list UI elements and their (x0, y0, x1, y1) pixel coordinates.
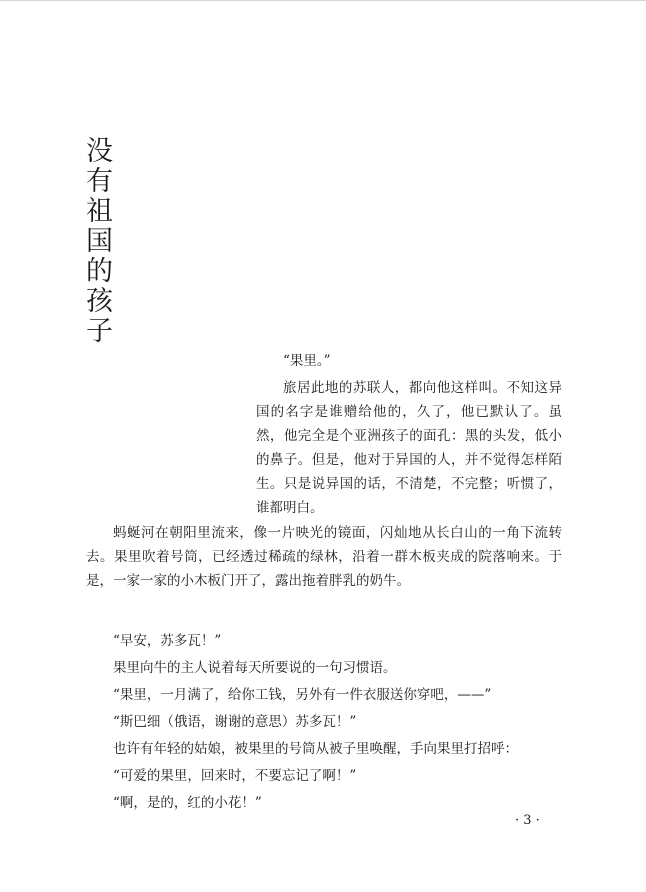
chapter-title-char: 的 (86, 256, 113, 287)
chapter-title-char: 子 (86, 316, 113, 347)
paragraph-5: 果里向牛的主人说着每天所要说的一句习惯语。 (113, 660, 397, 676)
chapter-title-char: 有 (86, 166, 113, 197)
chapter-title (86, 137, 126, 347)
chapter-title-char: 国 (86, 226, 113, 257)
paragraph-2: 旅居此地的苏联人，都向他这样叫。不知这异国的名字是谁赠给他的，久了，他已默认了。虽然，他完全是个亚洲孩子的面孔：黑的头发，低小的鼻子。但是，他对于异国的人，并不觉得怎样陌生。只是说异国的话，不清楚，不完整；听惯了，谁都明白。 (256, 380, 562, 516)
paragraph-10: “啊，是的，红的小花！” (113, 795, 262, 811)
chapter-title-char: 没 (86, 136, 113, 167)
page-number: · 3 · (515, 813, 540, 828)
chapter-title-char: 孩 (86, 286, 113, 317)
paragraph-4: “早安，苏多瓦！” (113, 633, 222, 649)
paragraph-3: 蚂蜒河在朝阳里流来，像一片映光的镜面，闪灿地从长白山的一角下流转去。果里吹着号筒，已经透过稀疏的绿林，沿着一群木板夹成的院落响来。于是，一家一家的小木板门开了，露出拖着胖乳的奶牛。 (86, 525, 562, 589)
paragraph-7: “斯巴细（俄语，谢谢的意思）苏多瓦！” (113, 714, 357, 730)
paragraph-6: “果里，一月满了，给你工钱，另外有一件衣服送你穿吧，——” (113, 687, 492, 703)
top-border-line (0, 0, 646, 1)
chapter-title-char: 祖 (86, 196, 113, 227)
paragraph-1: “果里。” (283, 353, 331, 369)
paragraph-9: “可爱的果里，回来时，不要忘记了啊！” (113, 768, 357, 784)
paragraph-8: 也许有年轻的姑娘，被果里的号筒从被子里唤醒，手向果里打招呼： (113, 741, 518, 757)
